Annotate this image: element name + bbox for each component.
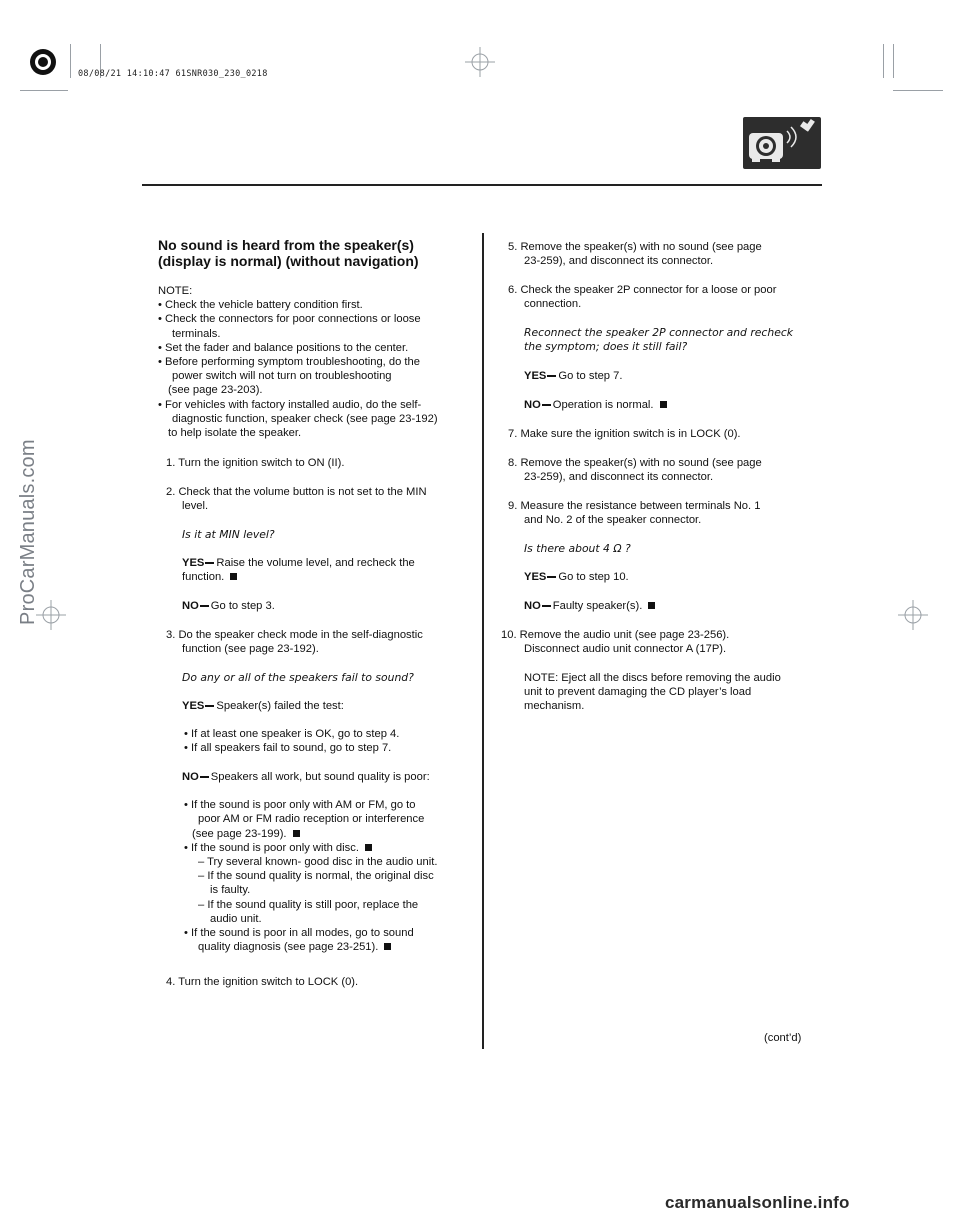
no-text: Go to step 3.	[210, 600, 275, 612]
no-bullet: (see page 23-199).	[192, 827, 287, 840]
note-item: • Check the connectors for poor connections or loose	[158, 313, 421, 326]
yes-bullet: • If all speakers fail to sound, go to step 7.	[184, 742, 392, 755]
note-item: diagnostic function, speaker check (see page 23-192)	[172, 412, 438, 425]
crop-mark	[70, 44, 71, 78]
no-sub-item: is faulty.	[210, 884, 251, 897]
note-list	[158, 298, 478, 440]
yes-text: function.	[182, 571, 225, 584]
column-divider	[482, 233, 484, 1049]
note-item: • Before performing symptom troubleshooting, do the	[158, 356, 420, 369]
step-1: 1. Turn the ignition switch to ON (II).	[166, 457, 345, 469]
print-stamp: 08/08/21 14:10:47 61SNR030_230_0218	[78, 69, 268, 79]
stop-square-icon	[660, 401, 667, 408]
left-column	[158, 284, 478, 440]
question-resistance: Is there about 4 Ω ?	[524, 542, 631, 555]
note-item: power switch will not turn on troubleshooting	[172, 370, 392, 383]
no-text: Speakers all work, but sound quality is poor:	[210, 771, 430, 783]
no-branch-4	[524, 599, 655, 613]
crosshair-mark	[465, 47, 495, 77]
no-bullet: poor AM or FM radio reception or interference	[198, 813, 425, 826]
page-title: No sound is heard from the speaker(s) (display is normal) (without navigation)	[158, 237, 419, 269]
question-speakers-fail: Do any or all of the speakers fail to sound?	[182, 671, 414, 684]
no-label: NO	[524, 399, 541, 411]
step-6: 6. Check the speaker 2P connector for a loose or poor connection.	[508, 284, 777, 311]
yes-label: YES	[182, 557, 205, 569]
side-watermark: ProCarManuals.com	[16, 439, 39, 625]
note-item: terminals.	[172, 327, 221, 340]
yes-bullet: • If at least one speaker is OK, go to step 4.	[184, 728, 400, 741]
no-label: NO	[182, 600, 199, 612]
step-7: 7. Make sure the ignition switch is in LOCK (0).	[508, 428, 741, 440]
no-bullet: quality diagnosis (see page 23-251).	[198, 941, 379, 954]
yes-text: Go to step 10.	[558, 571, 629, 583]
no-branch-3	[524, 398, 667, 412]
step-8: 8. Remove the speaker(s) with no sound (see page 23-259), and disconnect its connector.	[508, 457, 762, 484]
note-item: (see page 23-203).	[168, 384, 263, 397]
yes-text: Raise the volume level, and recheck the	[216, 557, 415, 569]
crop-mark	[20, 90, 68, 91]
no-branch-1	[182, 599, 275, 613]
note-item: • Set the fader and balance positions to the center.	[158, 341, 409, 354]
yes-label: YES	[524, 571, 547, 583]
note-label: NOTE:	[158, 285, 193, 297]
no-label: NO	[524, 600, 541, 612]
stop-square-icon	[648, 602, 655, 609]
no-label: NO	[182, 771, 199, 783]
no-bullet: • If the sound is poor in all modes, go to sound	[184, 927, 414, 940]
yes-text: Go to step 7.	[558, 370, 623, 382]
no-bullet: • If the sound is poor only with AM or FM, go to	[184, 799, 416, 812]
note-item: • Check the vehicle battery condition first.	[158, 299, 363, 312]
step-10: 10. Remove the audio unit (see page 23-256). Disconnect audio unit connector A (17P).	[501, 629, 730, 656]
stop-square-icon	[293, 830, 300, 837]
step-5: 5. Remove the speaker(s) with no sound (see page 23-259), and disconnect its connector.	[508, 241, 762, 268]
crop-mark	[893, 90, 943, 91]
registration-mark	[28, 47, 58, 77]
no-text: Operation is normal.	[552, 399, 654, 411]
header-rule	[142, 184, 822, 186]
no-sub-item: audio unit.	[210, 912, 262, 925]
no-bullet: • If the sound is poor only with disc.	[184, 841, 359, 854]
bottom-watermark: carmanualsonline.info	[665, 1193, 850, 1212]
question-min-level: Is it at MIN level?	[182, 528, 275, 541]
yes-label: YES	[524, 370, 547, 382]
step-2: 2. Check that the volume button is not set to the MIN level.	[166, 486, 427, 513]
no-sub-item: – If the sound quality is still poor, replace the	[198, 898, 419, 911]
crosshair-mark	[898, 600, 928, 630]
stop-square-icon	[365, 844, 372, 851]
continued-label: (cont’d)	[764, 1032, 802, 1044]
no-branch-2	[182, 770, 437, 954]
step-4: 4. Turn the ignition switch to LOCK (0).	[166, 976, 359, 988]
yes-branch-2	[182, 699, 399, 756]
yes-label: YES	[182, 700, 205, 712]
question-reconnect: Reconnect the speaker 2P connector and recheck the symptom; does it still fail?	[524, 326, 794, 354]
no-sub-item: – If the sound quality is normal, the original disc	[198, 870, 434, 883]
no-sub-item: – Try several known- good disc in the audio unit.	[198, 856, 438, 869]
yes-branch-1	[182, 556, 415, 584]
note-item: • For vehicles with factory installed audio, do the self-	[158, 398, 422, 411]
crop-mark	[893, 44, 894, 78]
step-10-note: NOTE: Eject all the discs before removing the audio unit to prevent damaging the CD player’s load mechanism.	[524, 672, 781, 713]
audio-section-icon	[743, 117, 821, 169]
yes-text: Speaker(s) failed the test:	[216, 700, 344, 712]
crosshair-mark	[36, 600, 66, 630]
stop-square-icon	[384, 943, 391, 950]
stop-square-icon	[230, 573, 237, 580]
yes-branch-3	[524, 369, 622, 383]
step-9: 9. Measure the resistance between terminals No. 1 and No. 2 of the speaker connector.	[508, 500, 761, 527]
no-text: Faulty speaker(s).	[552, 600, 643, 612]
step-3: 3. Do the speaker check mode in the self-diagnostic function (see page 23-192).	[166, 629, 423, 656]
crop-mark	[883, 44, 884, 78]
note-item: to help isolate the speaker.	[168, 427, 302, 440]
yes-branch-4	[524, 570, 629, 584]
